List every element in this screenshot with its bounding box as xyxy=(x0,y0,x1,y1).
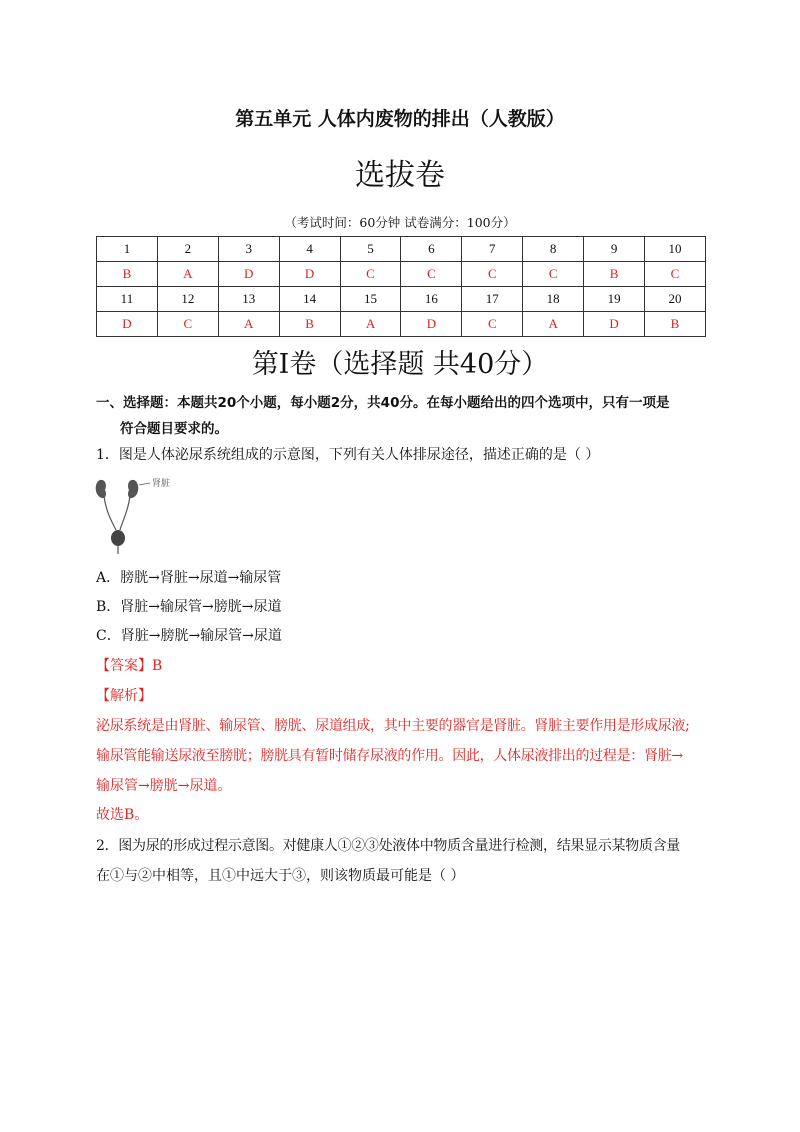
answer-cell: A xyxy=(340,312,401,337)
right-ureter xyxy=(120,496,130,530)
question-number: 15 xyxy=(340,287,401,312)
answer-cell: B xyxy=(584,262,645,287)
question-number: 7 xyxy=(462,237,523,262)
right-kidney-icon xyxy=(128,480,138,498)
figure-label-kidney: 肾脏 xyxy=(152,479,171,489)
question-number: 20 xyxy=(645,287,706,312)
answer-table-row xyxy=(97,287,706,312)
answer-cell: D xyxy=(97,312,158,337)
exam-info: （考试时间：60分钟 试卷满分：100分） xyxy=(284,215,516,230)
question-number: 11 xyxy=(97,287,158,312)
question-number: 9 xyxy=(584,237,645,262)
answer-cell: B xyxy=(97,262,158,287)
answer-table-row xyxy=(97,262,706,287)
urinary-system-figure xyxy=(92,474,202,554)
answer-cell: A xyxy=(523,312,584,337)
answer-table xyxy=(96,236,706,337)
question-number: 16 xyxy=(401,287,462,312)
instructions-line-2: 符合题目要求的。 xyxy=(120,421,228,437)
question-number: 17 xyxy=(462,287,523,312)
question-number: 10 xyxy=(645,237,706,262)
question-2-stem-line-1: 2．图为尿的形成过程示意图。对健康人①②③处液体中物质含量进行检测，结果显示某物质含量 xyxy=(96,838,681,854)
section-title: 第Ⅰ卷（选择题 共40分） xyxy=(251,349,549,380)
question-number: 14 xyxy=(279,287,340,312)
question-1-answer: 【答案】B xyxy=(96,658,163,674)
answer-cell: C xyxy=(645,262,706,287)
question-number: 19 xyxy=(584,287,645,312)
question-number: 13 xyxy=(218,287,279,312)
answer-cell: D xyxy=(401,312,462,337)
question-1-analysis-line: 泌尿系统是由肾脏、输尿管、膀胱、尿道组成，其中主要的器官是肾脏。肾脏主要作用是形成尿液; xyxy=(96,718,690,734)
question-number: 12 xyxy=(157,287,218,312)
question-number: 18 xyxy=(523,287,584,312)
answer-cell: C xyxy=(340,262,401,287)
answer-cell: C xyxy=(157,312,218,337)
document-subtitle: 选拔卷 xyxy=(355,158,445,193)
left-ureter xyxy=(104,496,116,530)
answer-cell: C xyxy=(462,312,523,337)
question-1-analysis-line: 故选B。 xyxy=(96,807,149,823)
answer-cell: B xyxy=(279,312,340,337)
question-number: 1 xyxy=(97,237,158,262)
question-1-option-a: A．膀胱→肾脏→尿道→输尿管 xyxy=(96,570,282,586)
answer-cell: D xyxy=(584,312,645,337)
answer-cell: C xyxy=(523,262,584,287)
question-2-stem-line-2: 在①与②中相等，且①中远大于③，则该物质最可能是（ ） xyxy=(96,868,465,884)
question-number: 2 xyxy=(157,237,218,262)
answer-cell: D xyxy=(218,262,279,287)
question-1-option-b: B．肾脏→输尿管→膀胱→尿道 xyxy=(96,599,282,615)
label-pointer xyxy=(139,483,150,485)
question-number: 3 xyxy=(218,237,279,262)
question-1-stem: 1．图是人体泌尿系统组成的示意图，下列有关人体排尿途径，描述正确的是（ ） xyxy=(96,447,600,463)
question-number: 4 xyxy=(279,237,340,262)
left-kidney-icon xyxy=(96,480,106,498)
instructions-line-1: 一、选择题：本题共20个小题，每小题2分，共40分。在每小题给出的四个选项中，只有一项是 xyxy=(96,395,670,411)
answer-cell: A xyxy=(218,312,279,337)
answer-table-row xyxy=(97,237,706,262)
bladder-icon xyxy=(111,530,125,546)
answer-table-row xyxy=(97,312,706,337)
question-1-analysis-line: 输尿管能输送尿液至膀胱；膀胱具有暂时储存尿液的作用。因此，人体尿液排出的过程是：肾脏→ xyxy=(96,748,683,764)
answer-cell: D xyxy=(279,262,340,287)
document-title: 第五单元 人体内废物的排出（人教版） xyxy=(235,108,565,130)
question-1-option-c: C．肾脏→膀胱→输尿管→尿道 xyxy=(96,628,282,644)
question-1-analysis-label: 【解析】 xyxy=(96,688,152,704)
answer-cell: B xyxy=(645,312,706,337)
question-1-analysis-line: 输尿管→膀胱→尿道。 xyxy=(96,778,232,794)
answer-cell: C xyxy=(462,262,523,287)
answer-cell: A xyxy=(157,262,218,287)
question-number: 8 xyxy=(523,237,584,262)
question-number: 5 xyxy=(340,237,401,262)
answer-cell: C xyxy=(401,262,462,287)
question-number: 6 xyxy=(401,237,462,262)
